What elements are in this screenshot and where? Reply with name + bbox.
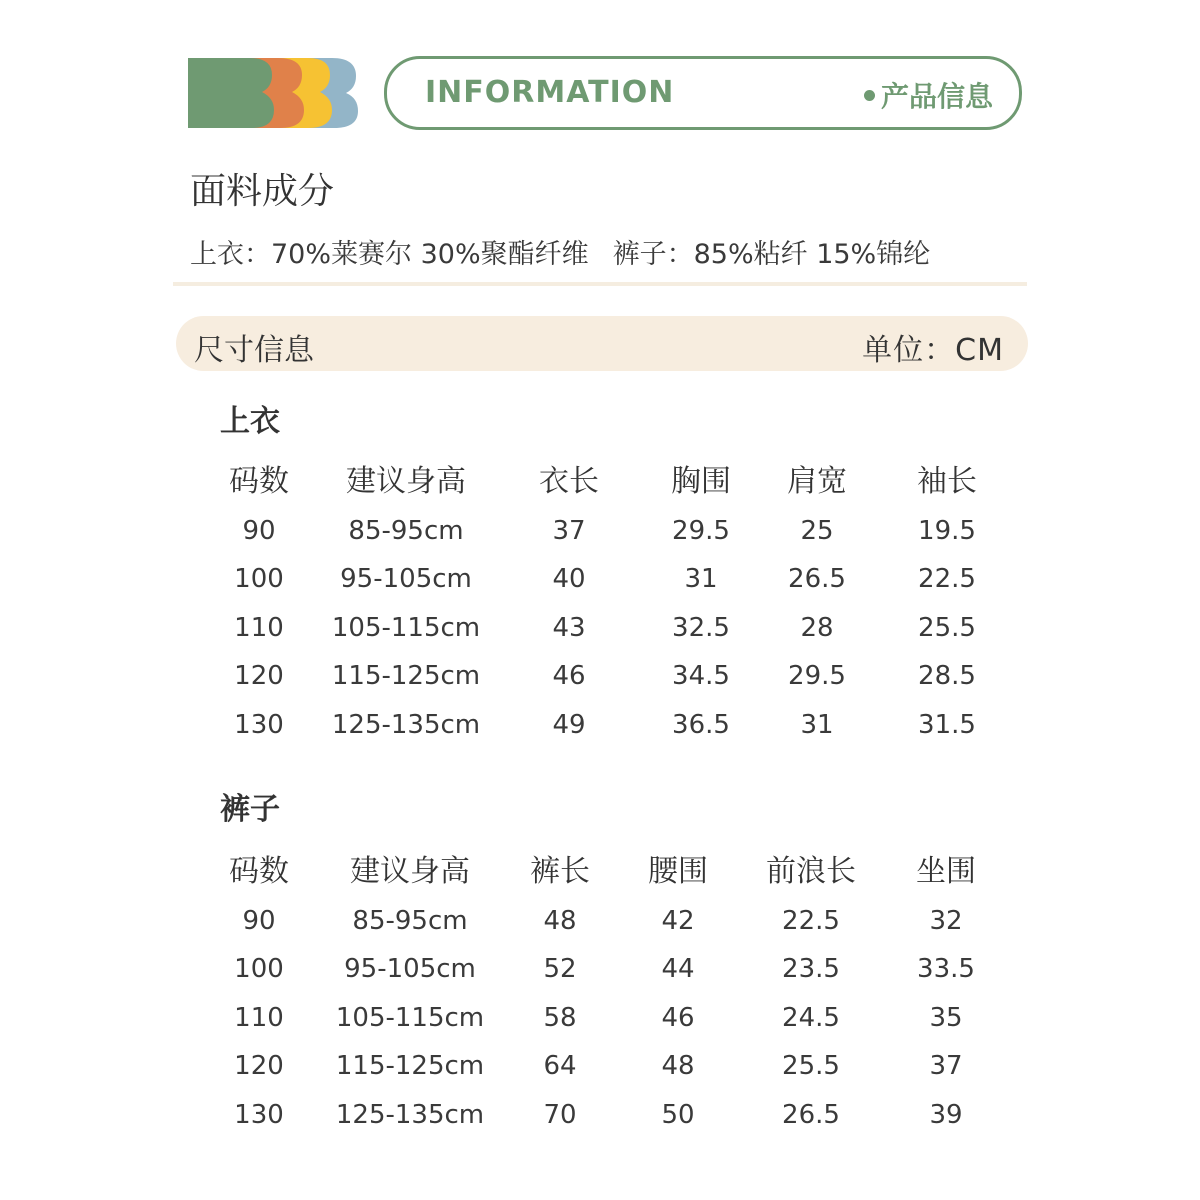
table-cell: 70: [543, 1100, 577, 1130]
table-cell: 26.5: [788, 564, 846, 594]
column-header: 坐围: [916, 854, 976, 889]
table-cell: 22.5: [782, 906, 840, 936]
column-header: 肩宽: [787, 464, 847, 499]
table-cell: 49: [552, 710, 586, 740]
column-header: 码数: [229, 464, 289, 499]
table-cell: 64: [543, 1051, 577, 1081]
table-row: [0, 710, 1200, 750]
table-cell: 105-115cm: [331, 613, 481, 643]
table-cell: 32: [929, 906, 963, 936]
table-cell: 46: [661, 1003, 695, 1033]
table-row: [0, 906, 1200, 946]
table-cell: 26.5: [782, 1100, 840, 1130]
information-title: INFORMATION: [425, 75, 675, 110]
table-cell: 25.5: [918, 613, 976, 643]
table-cell: 95-105cm: [344, 954, 476, 984]
section-divider: [173, 282, 1027, 286]
bullet-dot-icon: [864, 90, 875, 101]
table-cell: 130: [234, 1100, 284, 1130]
top-section-title: 上衣: [220, 404, 280, 439]
column-header: 裤长: [530, 854, 590, 889]
column-header: 胸围: [671, 464, 731, 499]
table-cell: 115-125cm: [335, 1051, 485, 1081]
product-info-text: 产品信息: [880, 80, 993, 113]
table-cell: 48: [543, 906, 577, 936]
fabric-top: 上衣：70%莱赛尔 30%聚酯纤维: [190, 239, 589, 270]
table-cell: 23.5: [782, 954, 840, 984]
table-row: [0, 661, 1200, 701]
table-cell: 125-135cm: [335, 1100, 485, 1130]
product-info-label: [864, 75, 993, 115]
table-cell: 110: [234, 1003, 284, 1033]
column-header: 前浪长: [766, 854, 856, 889]
size-info-bar: [176, 316, 1028, 371]
table-cell: 31: [684, 564, 718, 594]
table-cell: 31.5: [918, 710, 976, 740]
table-cell: 37: [552, 516, 586, 546]
brand-logo: [186, 56, 358, 130]
table-cell: 29.5: [672, 516, 730, 546]
table-cell: 85-95cm: [348, 516, 464, 546]
table-cell: 105-115cm: [335, 1003, 485, 1033]
table-row: [0, 1051, 1200, 1091]
table-cell: 90: [242, 906, 276, 936]
column-header: 码数: [229, 854, 289, 889]
table-cell: 39: [929, 1100, 963, 1130]
table-cell: 36.5: [672, 710, 730, 740]
column-header: 建议身高: [346, 464, 466, 499]
table-cell: 35: [929, 1003, 963, 1033]
table-row: [0, 613, 1200, 653]
table-cell: 100: [234, 954, 284, 984]
size-info-label: 尺寸信息: [194, 333, 314, 368]
table-cell: 100: [234, 564, 284, 594]
information-banner: [384, 56, 1022, 130]
pants-section-title: 裤子: [220, 792, 280, 827]
table-cell: 19.5: [918, 516, 976, 546]
column-header: 建议身高: [350, 854, 470, 889]
table-cell: 29.5: [788, 661, 846, 691]
table-cell: 110: [234, 613, 284, 643]
table-cell: 24.5: [782, 1003, 840, 1033]
table-row: [0, 954, 1200, 994]
table-cell: 95-105cm: [340, 564, 472, 594]
table-cell: 33.5: [917, 954, 975, 984]
fabric-title: 面料成分: [190, 171, 335, 212]
table-cell: 37: [929, 1051, 963, 1081]
table-cell: 46: [552, 661, 586, 691]
table-cell: 28.5: [918, 661, 976, 691]
table-cell: 32.5: [672, 613, 730, 643]
unit-label: 单位：CM: [862, 333, 1004, 368]
column-header: 衣长: [539, 464, 599, 499]
table-cell: 85-95cm: [352, 906, 468, 936]
table-cell: 40: [552, 564, 586, 594]
table-cell: 115-125cm: [331, 661, 481, 691]
table-cell: 120: [234, 1051, 284, 1081]
table-cell: 50: [661, 1100, 695, 1130]
table-cell: 90: [242, 516, 276, 546]
table-cell: 130: [234, 710, 284, 740]
table-row: [0, 564, 1200, 604]
table-cell: 28: [800, 613, 834, 643]
column-header: 腰围: [648, 854, 708, 889]
table-cell: 25: [800, 516, 834, 546]
column-header: 袖长: [917, 464, 977, 499]
table-cell: 22.5: [918, 564, 976, 594]
table-cell: 52: [543, 954, 577, 984]
table-row: [0, 1003, 1200, 1043]
table-cell: 44: [661, 954, 695, 984]
table-header-row: [0, 846, 1200, 889]
table-cell: 58: [543, 1003, 577, 1033]
fabric-composition: [190, 232, 930, 271]
table-cell: 25.5: [782, 1051, 840, 1081]
table-row: [0, 516, 1200, 556]
table-cell: 42: [661, 906, 695, 936]
fabric-pants: 裤子：85%粘纤 15%锦纶: [612, 239, 931, 270]
table-cell: 31: [800, 710, 834, 740]
table-cell: 43: [552, 613, 586, 643]
table-cell: 125-135cm: [331, 710, 481, 740]
table-header-row: [0, 456, 1200, 499]
table-row: [0, 1100, 1200, 1140]
table-cell: 34.5: [672, 661, 730, 691]
table-cell: 48: [661, 1051, 695, 1081]
table-cell: 120: [234, 661, 284, 691]
